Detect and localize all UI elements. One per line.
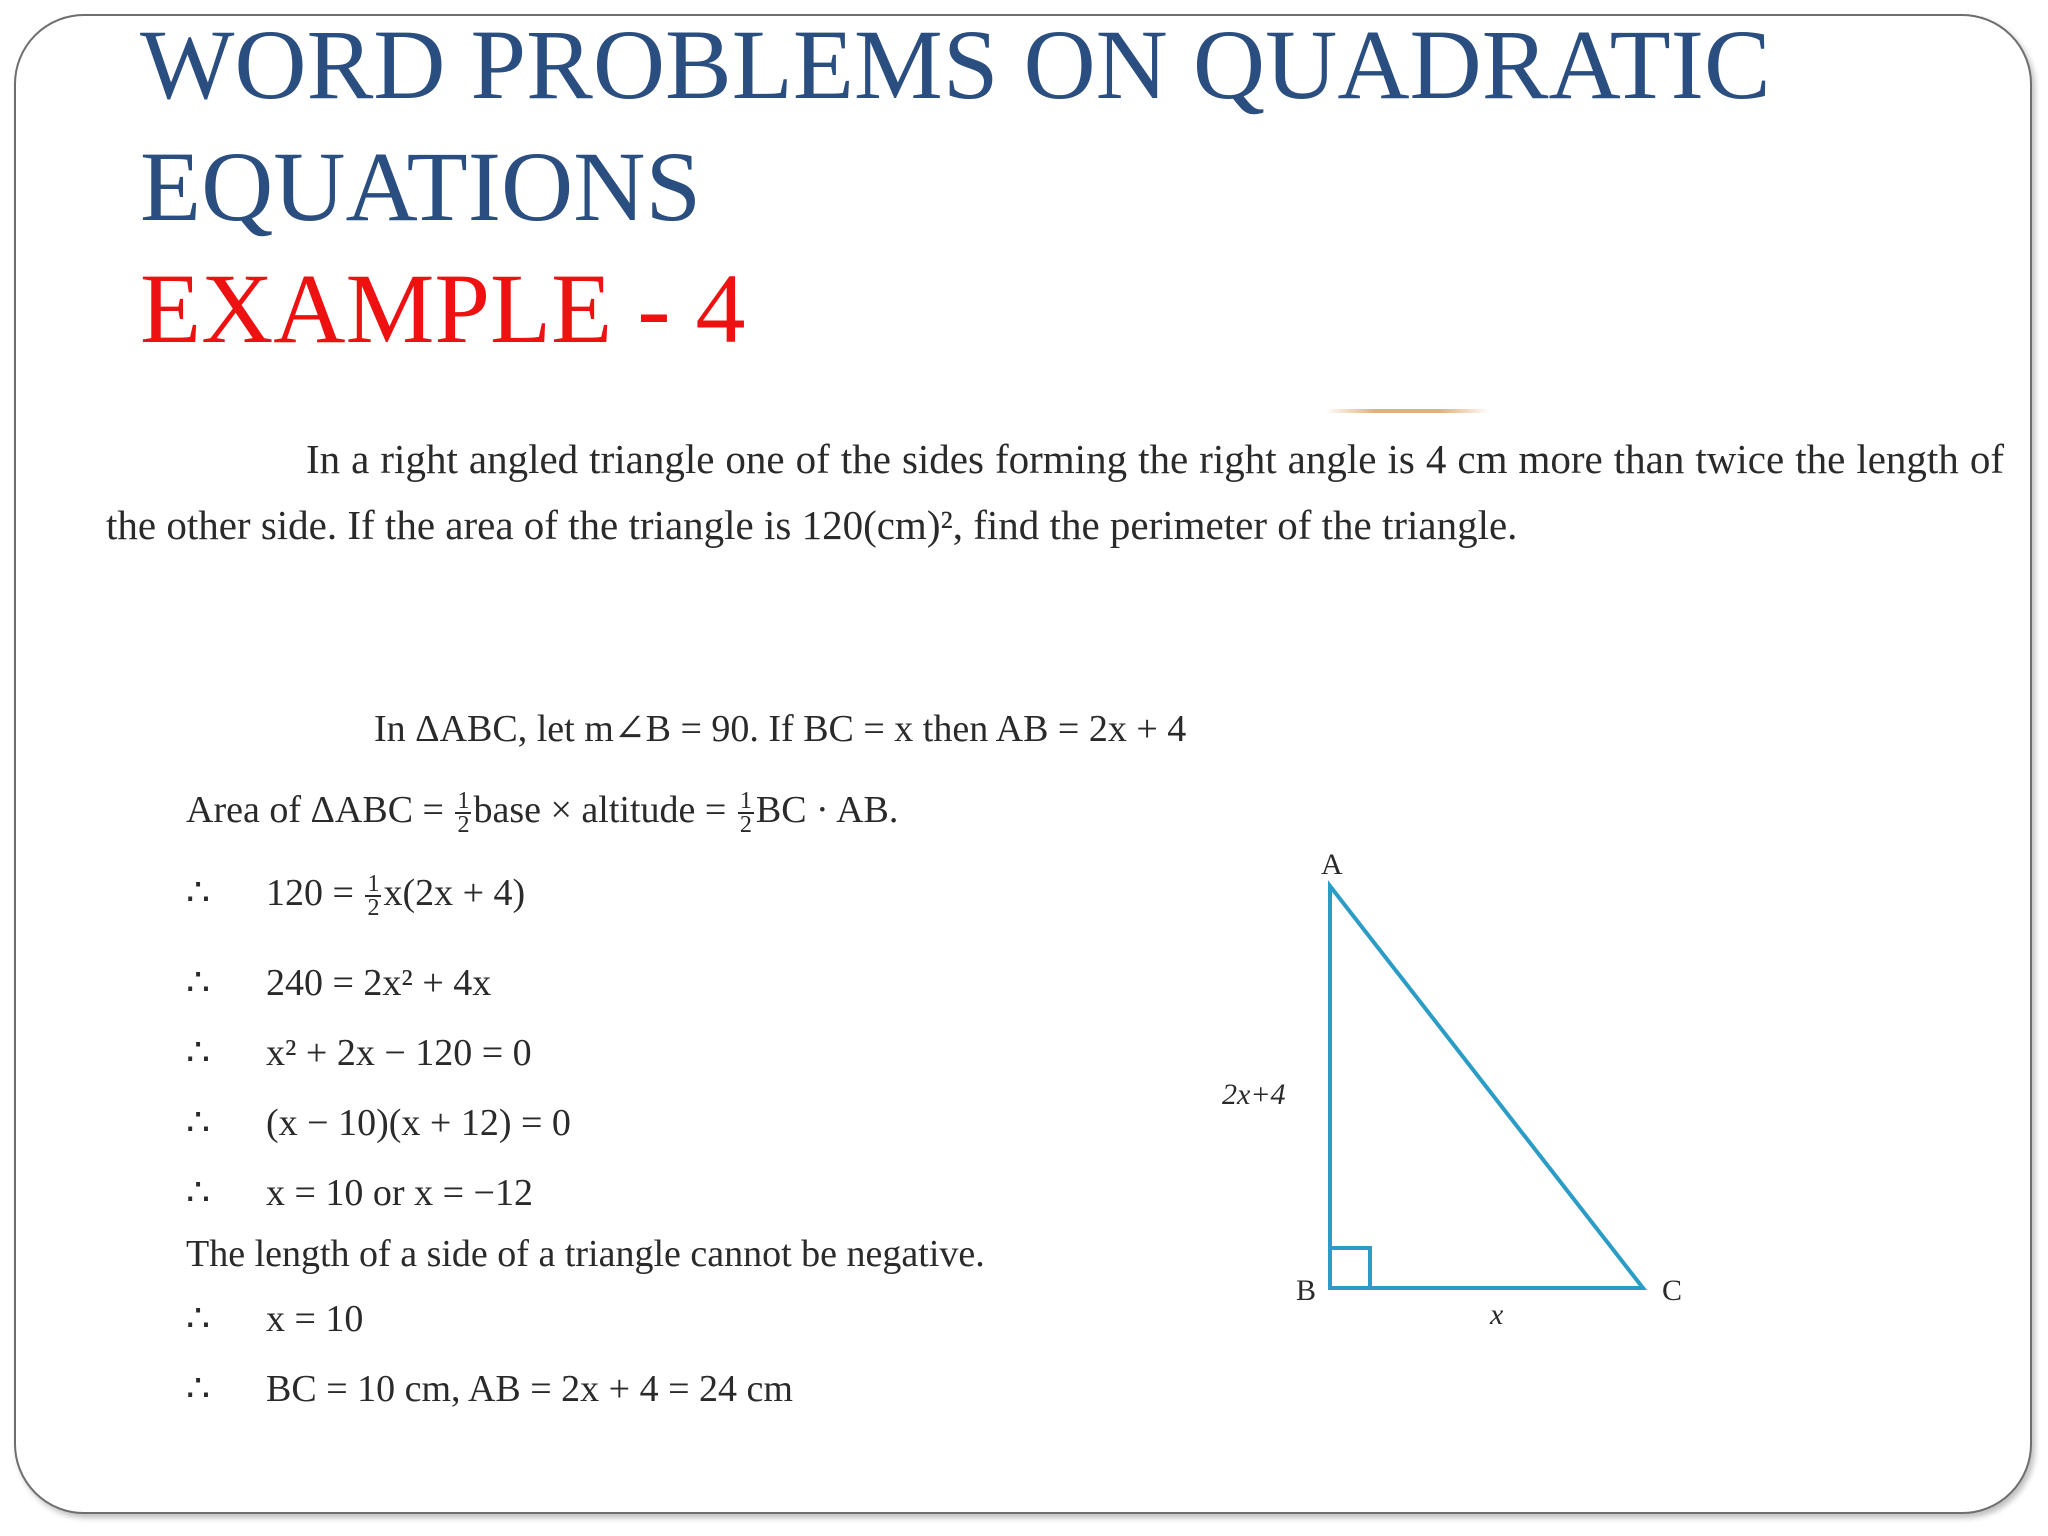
solution-step-4 xyxy=(186,1100,571,1145)
slide-title xyxy=(140,4,1771,370)
therefore-symbol: ∴ xyxy=(186,1368,211,1410)
area-formula xyxy=(186,788,899,839)
fraction-denominator: 2 xyxy=(457,812,470,839)
step-2-text: 240 = 2x² + 4x xyxy=(266,962,492,1004)
step-6-text: x = 10 xyxy=(266,1298,364,1340)
therefore-symbol: ∴ xyxy=(186,1032,211,1074)
therefore-symbol: ∴ xyxy=(186,962,211,1004)
area-prefix: Area of ΔABC = xyxy=(186,789,454,831)
side-bc-label: x xyxy=(1490,1298,1504,1331)
given-statement: In ΔABC, let m∠B = 90. If BC = x then AB = 2x + 4 xyxy=(374,708,1187,750)
negative-length-note: The length of a side of a triangle cannot be negative. xyxy=(186,1233,985,1275)
therefore-symbol: ∴ xyxy=(186,1172,211,1214)
decorative-line xyxy=(1325,409,1490,413)
fraction-numerator: 1 xyxy=(739,788,752,815)
half-fraction xyxy=(455,788,471,839)
therefore-symbol: ∴ xyxy=(186,1102,211,1144)
solution-step-1 xyxy=(186,870,526,922)
solution-step-3 xyxy=(186,1030,532,1075)
example-heading: EXAMPLE - 4 xyxy=(140,253,746,364)
therefore-symbol: ∴ xyxy=(186,1298,211,1340)
area-end: BC · AB. xyxy=(755,789,899,831)
solution-step-6 xyxy=(186,1296,363,1341)
fraction-numerator: 1 xyxy=(457,788,470,815)
step-3-text: x² + 2x − 120 = 0 xyxy=(266,1032,532,1074)
solution-step-2 xyxy=(186,960,491,1005)
therefore-symbol: ∴ xyxy=(186,872,211,914)
title-line-1: WORD PROBLEMS ON QUADRATIC xyxy=(140,9,1771,120)
half-fraction xyxy=(365,871,381,922)
step-5-text: x = 10 or x = −12 xyxy=(266,1172,533,1214)
vertex-c-label: C xyxy=(1662,1274,1683,1307)
half-fraction xyxy=(738,788,754,839)
triangle-shape xyxy=(1330,886,1643,1288)
fraction-denominator: 2 xyxy=(739,812,752,839)
title-line-2: EQUATIONS xyxy=(140,131,702,242)
vertex-b-label: B xyxy=(1296,1274,1317,1307)
solution-step-5 xyxy=(186,1170,533,1215)
fraction-numerator: 1 xyxy=(367,871,380,898)
step-1-prefix: 120 = xyxy=(266,872,364,914)
step-7-text: BC = 10 cm, AB = 2x + 4 = 24 cm xyxy=(266,1368,793,1410)
vertex-a-label: A xyxy=(1321,848,1343,881)
fraction-denominator: 2 xyxy=(367,895,380,922)
step-4-text: (x − 10)(x + 12) = 0 xyxy=(266,1102,571,1144)
right-triangle-diagram xyxy=(1200,840,1720,1340)
solution-step-7 xyxy=(186,1366,793,1411)
right-angle-marker xyxy=(1330,1248,1370,1288)
problem-statement: In a right angled triangle one of the sides forming the right angle is 4 cm more than twice the length of the other side. If the area of the triangle is 120(cm)², find the perimeter of the triangle. xyxy=(106,436,2004,548)
step-1-suffix: x(2x + 4) xyxy=(383,872,526,914)
area-middle: base × altitude = xyxy=(473,789,736,831)
side-ab-label: 2x+4 xyxy=(1222,1078,1286,1111)
